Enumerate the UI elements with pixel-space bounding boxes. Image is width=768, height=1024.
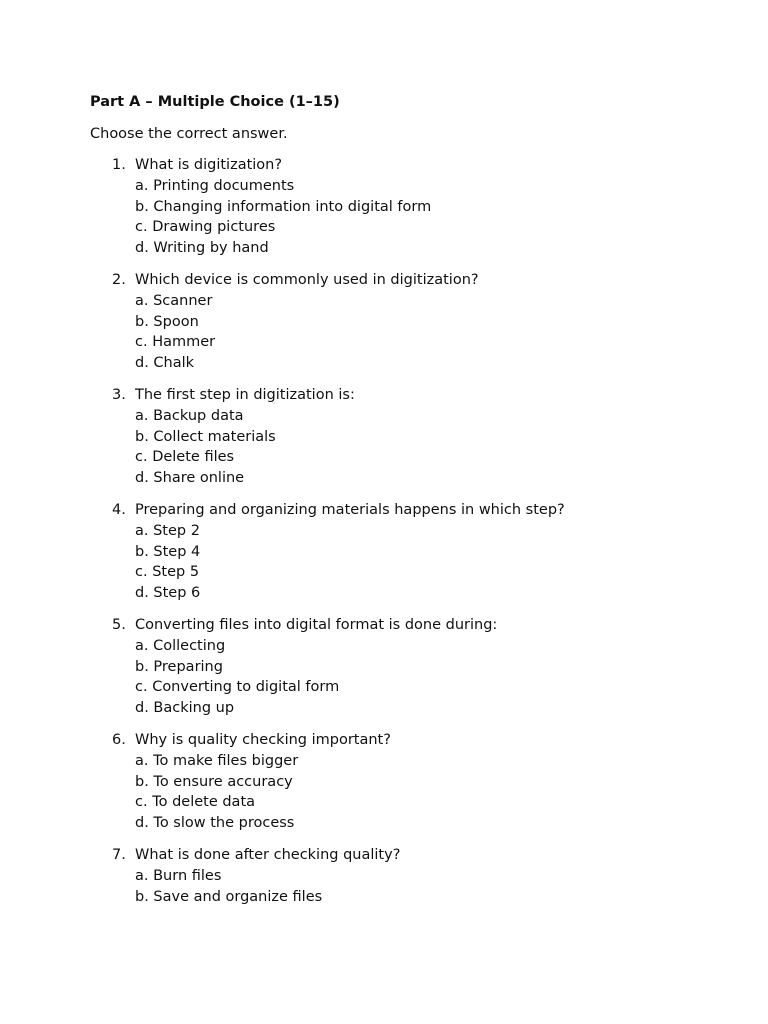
answer-option: c. Step 5 bbox=[135, 564, 200, 581]
question-number: 3. bbox=[112, 386, 126, 403]
question-number: 2. bbox=[112, 271, 126, 288]
question-list bbox=[90, 155, 730, 907]
answer-options bbox=[135, 291, 730, 374]
question-item bbox=[90, 270, 730, 374]
answer-option: a. Collecting bbox=[135, 637, 226, 654]
answer-options bbox=[135, 866, 730, 908]
answer-option: c. To delete data bbox=[135, 794, 256, 811]
answer-option: d. To slow the process bbox=[135, 815, 295, 832]
question-item bbox=[90, 155, 730, 259]
question-text: What is digitization? bbox=[135, 157, 283, 173]
question-item bbox=[90, 500, 730, 604]
answer-option: c. Delete files bbox=[135, 449, 235, 466]
document-content bbox=[90, 92, 730, 918]
answer-options bbox=[135, 176, 730, 259]
question-text: The first step in digitization is: bbox=[135, 386, 355, 403]
question-text: Which device is commonly used in digitization? bbox=[135, 271, 479, 288]
answer-option: a. Backup data bbox=[135, 407, 244, 424]
question-text: Why is quality checking important? bbox=[135, 731, 391, 748]
answer-option: b. Step 4 bbox=[135, 543, 201, 560]
answer-option: a. Scanner bbox=[135, 292, 213, 309]
answer-option: b. Changing information into digital form bbox=[135, 198, 432, 215]
answer-option: c. Hammer bbox=[135, 334, 216, 351]
instructions-text: Choose the correct answer. bbox=[90, 126, 288, 142]
question-number: 7. bbox=[112, 846, 126, 863]
question-number: 1. bbox=[112, 157, 126, 173]
question-text: What is done after checking quality? bbox=[135, 846, 401, 863]
answer-option: a. Printing documents bbox=[135, 177, 295, 194]
answer-option: b. Preparing bbox=[135, 658, 223, 675]
answer-options bbox=[135, 751, 730, 834]
answer-option: b. Collect materials bbox=[135, 428, 276, 445]
answer-options bbox=[135, 636, 730, 719]
section-title: Part A – Multiple Choice (1–15) bbox=[90, 94, 340, 110]
answer-option: c. Converting to digital form bbox=[135, 679, 340, 696]
question-item bbox=[90, 845, 730, 907]
answer-option: d. Share online bbox=[135, 470, 245, 487]
question-number: 6. bbox=[112, 731, 126, 748]
answer-option: a. To make files bigger bbox=[135, 752, 299, 769]
answer-options bbox=[135, 521, 730, 604]
answer-option: d. Chalk bbox=[135, 355, 195, 372]
question-text: Preparing and organizing materials happens in which step? bbox=[135, 501, 565, 518]
question-number: 5. bbox=[112, 616, 126, 633]
answer-option: d. Step 6 bbox=[135, 585, 201, 602]
answer-option: d. Writing by hand bbox=[135, 240, 269, 257]
answer-option: b. To ensure accuracy bbox=[135, 773, 293, 790]
question-number: 4. bbox=[112, 501, 126, 518]
answer-option: c. Drawing pictures bbox=[135, 219, 276, 236]
answer-options bbox=[135, 406, 730, 489]
question-item bbox=[90, 730, 730, 834]
answer-option: a. Step 2 bbox=[135, 522, 200, 539]
question-item bbox=[90, 385, 730, 489]
answer-option: a. Burn files bbox=[135, 867, 222, 884]
question-item bbox=[90, 615, 730, 719]
answer-option: b. Save and organize files bbox=[135, 888, 323, 905]
answer-option: b. Spoon bbox=[135, 313, 199, 330]
question-text: Converting files into digital format is done during: bbox=[135, 616, 498, 633]
answer-option: d. Backing up bbox=[135, 700, 235, 717]
